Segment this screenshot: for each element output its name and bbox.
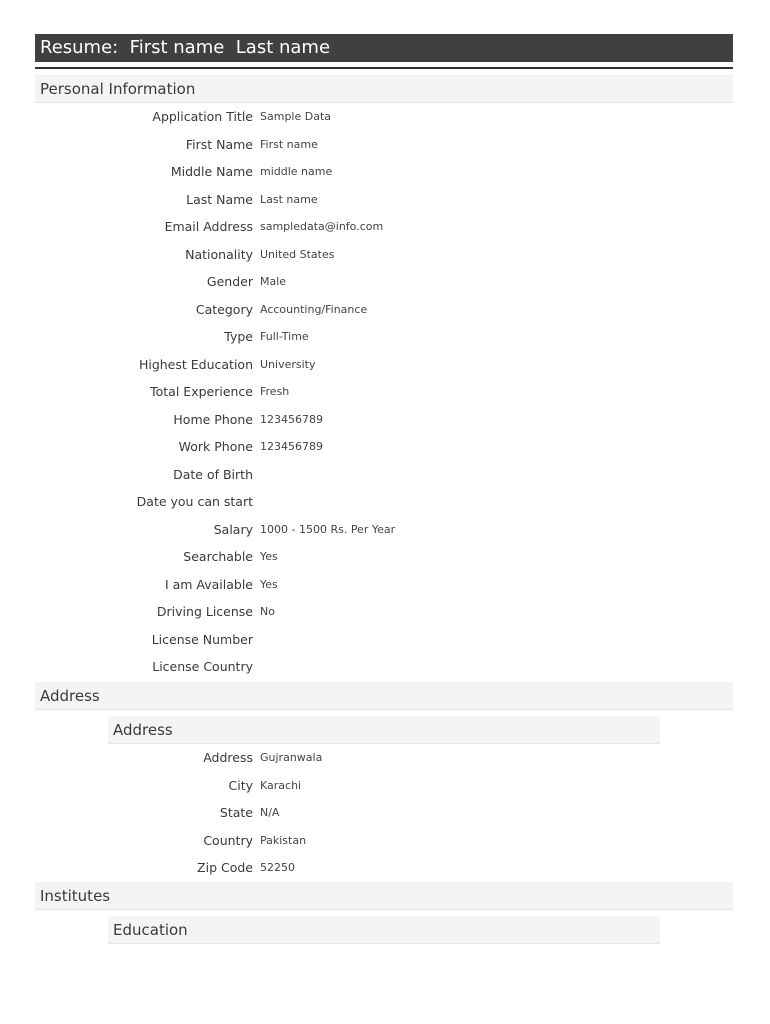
- field-label: Category: [195, 301, 253, 317]
- institutes-section-heading: Institutes: [35, 882, 733, 910]
- field-row-category: [35, 296, 733, 324]
- field-label: I am Available: [164, 576, 253, 592]
- field-row-license-number: [35, 626, 733, 654]
- field-row-country: [35, 827, 733, 855]
- field-label: Address: [203, 750, 253, 766]
- address-subsection-heading: Address: [108, 716, 660, 744]
- field-label: Country: [203, 832, 253, 848]
- field-label: Last Name: [186, 191, 253, 207]
- field-row-work-phone: [35, 433, 733, 461]
- field-label: Salary: [213, 521, 253, 537]
- field-label: Application Title: [152, 109, 253, 125]
- field-row-type: [35, 323, 733, 351]
- field-value: 123456789: [260, 412, 323, 426]
- title-divider: [35, 67, 733, 69]
- field-value: middle name: [260, 165, 333, 179]
- field-row-gender: [35, 268, 733, 296]
- address-fields: [35, 744, 733, 882]
- field-row-date-of-birth: [35, 461, 733, 489]
- field-value: United States: [260, 247, 335, 261]
- field-row-i-am-available: [35, 571, 733, 599]
- address-section-heading: Address: [35, 682, 733, 710]
- education-subsection-heading: Education: [108, 916, 660, 944]
- field-value: 1000 - 1500 Rs. Per Year: [260, 522, 396, 536]
- field-label: Driving License: [156, 604, 253, 620]
- field-value: No: [260, 605, 275, 619]
- field-label: Nationality: [185, 246, 253, 262]
- field-row-home-phone: [35, 406, 733, 434]
- field-label: Home Phone: [173, 411, 253, 427]
- field-row-license-country: [35, 653, 733, 681]
- field-value: N/A: [260, 806, 280, 820]
- field-value: Last name: [260, 192, 318, 206]
- field-value: sampledata@info.com: [260, 220, 384, 234]
- field-value: 52250: [260, 861, 295, 875]
- field-row-driving-license: [35, 598, 733, 626]
- field-row-total-experience: [35, 378, 733, 406]
- field-label: Gender: [206, 274, 253, 290]
- field-value: 123456789: [260, 440, 323, 454]
- field-value: Gujranwala: [260, 751, 323, 765]
- field-value: Accounting/Finance: [260, 302, 368, 316]
- field-value: Karachi: [260, 778, 302, 792]
- field-row-email-address: [35, 213, 733, 241]
- personal-information-heading: Personal Information: [35, 75, 733, 103]
- field-label: First Name: [185, 136, 253, 152]
- field-value: Sample Data: [260, 110, 332, 124]
- field-row-middle-name: [35, 158, 733, 186]
- field-label: Middle Name: [170, 164, 253, 180]
- field-row-zip-code: [35, 854, 733, 882]
- field-row-address: [35, 744, 733, 772]
- field-row-searchable: [35, 543, 733, 571]
- field-row-salary: [35, 516, 733, 544]
- field-row-state: [35, 799, 733, 827]
- field-label: Highest Education: [138, 356, 253, 372]
- field-value: Yes: [260, 577, 278, 591]
- field-label: Searchable: [183, 549, 253, 565]
- field-label: Email Address: [164, 219, 253, 235]
- field-row-application-title: [35, 103, 733, 131]
- field-row-nationality: [35, 241, 733, 269]
- field-value: Fresh: [260, 385, 290, 399]
- field-label: License Number: [151, 631, 253, 647]
- field-label: Work Phone: [178, 439, 253, 455]
- field-label: City: [228, 777, 253, 793]
- field-label: Zip Code: [197, 860, 253, 876]
- resume-title: Resume: First name Last name: [35, 34, 733, 62]
- field-label: Date of Birth: [173, 466, 253, 482]
- field-value: Full-Time: [260, 330, 309, 344]
- field-row-highest-education: [35, 351, 733, 379]
- field-label: License Country: [152, 659, 253, 675]
- field-value: Male: [260, 275, 287, 289]
- field-row-first-name: [35, 131, 733, 159]
- field-row-last-name: [35, 186, 733, 214]
- field-value: First name: [260, 137, 318, 151]
- field-label: State: [219, 805, 253, 821]
- personal-information-fields: [35, 103, 733, 681]
- field-row-city: [35, 772, 733, 800]
- field-label: Type: [224, 329, 253, 345]
- field-value: University: [260, 357, 316, 371]
- field-row-date-you-can-start: [35, 488, 733, 516]
- field-label: Total Experience: [150, 384, 253, 400]
- field-value: Yes: [260, 550, 278, 564]
- field-value: Pakistan: [260, 833, 307, 847]
- field-label: Date you can start: [136, 494, 253, 510]
